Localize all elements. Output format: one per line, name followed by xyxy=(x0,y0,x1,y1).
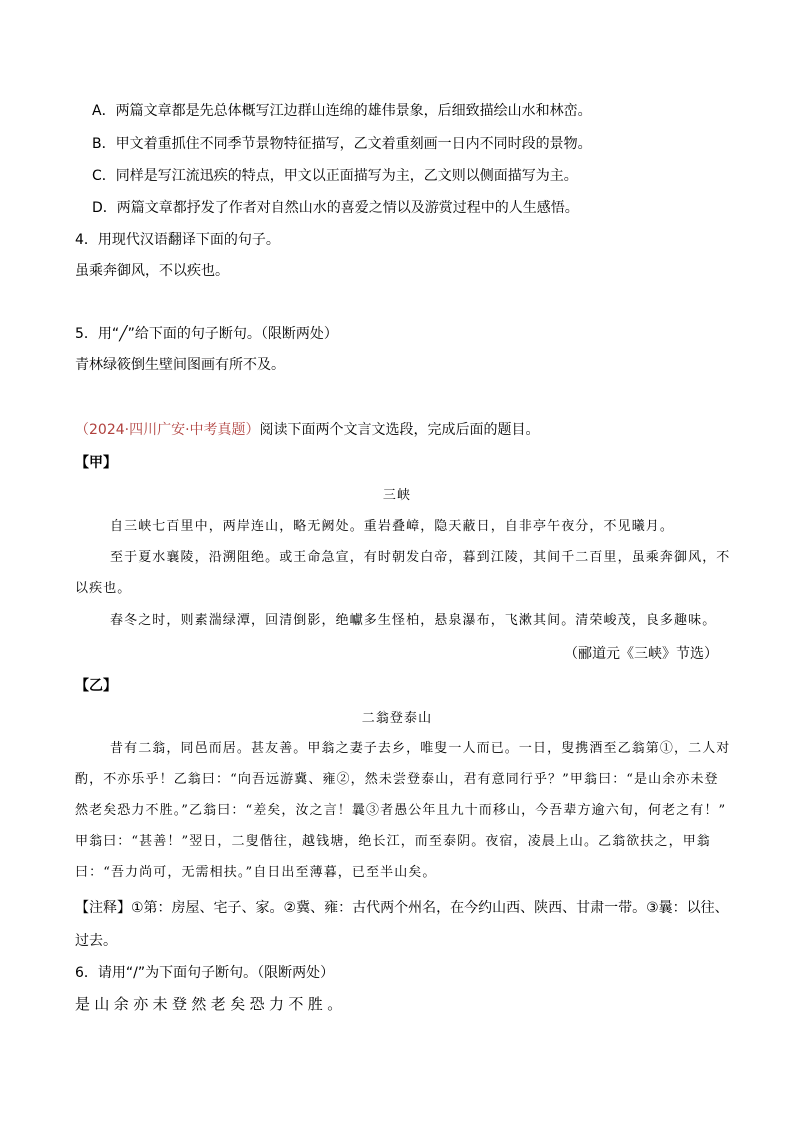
section-yi-label: 【乙】 xyxy=(75,678,117,694)
question-4-sentence: 虽乘奔御风，不以疾也。 xyxy=(75,263,229,279)
jia-paragraph-1: 自三峡七百里中，两岸连山，略无阙处。重岩叠嶂，隐天蔽日，自非亭午夜分，不见曦月。 xyxy=(110,519,675,534)
intro-text: 阅读下面两个文言文选段，完成后面的题目。 xyxy=(259,422,540,438)
question-6-title: 6．请用“/”为下面句子断句。（限断两处） xyxy=(75,965,335,981)
question-6-sentence: 是山余亦未登然老矣恐力不胜。 xyxy=(75,995,347,1013)
annotation-line-1: 【注释】①第：房屋、宅子、家。②冀、雍：古代两个州名，在今约山西、陕西、甘肃一带。③曩：以往、 xyxy=(75,900,729,916)
passage-intro xyxy=(75,421,540,439)
option-d: D．两篇文章都抒发了作者对自然山水的喜爱之情以及游赏过程中的人生感悟。 xyxy=(92,200,579,216)
annotation-line-2: 过去。 xyxy=(75,933,117,949)
section-jia-label: 【甲】 xyxy=(75,455,117,471)
source-tag: （2024·四川广安·中考真题） xyxy=(75,422,260,438)
jia-paragraph-2-cont: 以疾也。 xyxy=(75,581,132,596)
jia-attribution: （郦道元《三峡》节选） xyxy=(564,646,718,662)
option-c: C．同样是写江流迅疾的特点，甲文以正面描写为主，乙文则以侧面描写为主。 xyxy=(92,168,578,184)
yi-line-3: 然老矣恐力不胜。”乙翁曰：“差矣，汝之言！曩③者愚公年且九十而移山，今吾辈方逾六旬，何老之有！” xyxy=(75,803,727,818)
option-b: B．甲文着重抓住不同季节景物特征描写，乙文着重刻画一日内不同时段的景物。 xyxy=(92,136,592,152)
option-a: A．两篇文章都是先总体概写江边群山连绵的雄伟景象，后细致描绘山水和林峦。 xyxy=(92,103,592,119)
section-jia-title: 三峡 xyxy=(382,488,412,503)
yi-line-1: 昔有二翁，同邑而居。甚友善。甲翁之妻子去乡，唯叟一人而已。一日，叟携酒至乙翁第①，二人对 xyxy=(110,741,731,756)
question-5-title: 5．用“╱”给下面的句子断句。（限断两处） xyxy=(75,326,338,342)
jia-paragraph-3: 春冬之时，则素湍绿潭，回清倒影，绝巘多生怪柏，悬泉瀑布，飞漱其间。清荣峻茂，良多趣味。 xyxy=(110,613,717,628)
yi-line-4: 甲翁曰：“甚善！”翌日，二叟偕往，越钱塘，绝长江，而至泰阴。夜宿，凌晨上山。乙翁欲扶之，甲翁 xyxy=(75,834,711,849)
yi-line-5: 曰：“吾力尚可，无需相扶。”自日出至薄暮，已至半山矣。 xyxy=(75,865,437,880)
yi-line-2: 酌，不亦乐乎！乙翁曰：“向吾远游冀、雍②，然未尝登泰山，君有意同行乎？”甲翁曰：“是山余亦未登 xyxy=(75,772,719,787)
question-5-sentence: 青林绿筱倒生壁间图画有所不及。 xyxy=(75,357,285,373)
jia-paragraph-2: 至于夏水襄陵，沿溯阻绝。或王命急宣，有时朝发白帝，暮到江陵，其间千二百里，虽乘奔御风，不 xyxy=(110,550,731,565)
question-4-title: 4．用现代汉语翻译下面的句子。 xyxy=(75,232,280,248)
section-yi-title: 二翁登泰山 xyxy=(361,711,433,726)
